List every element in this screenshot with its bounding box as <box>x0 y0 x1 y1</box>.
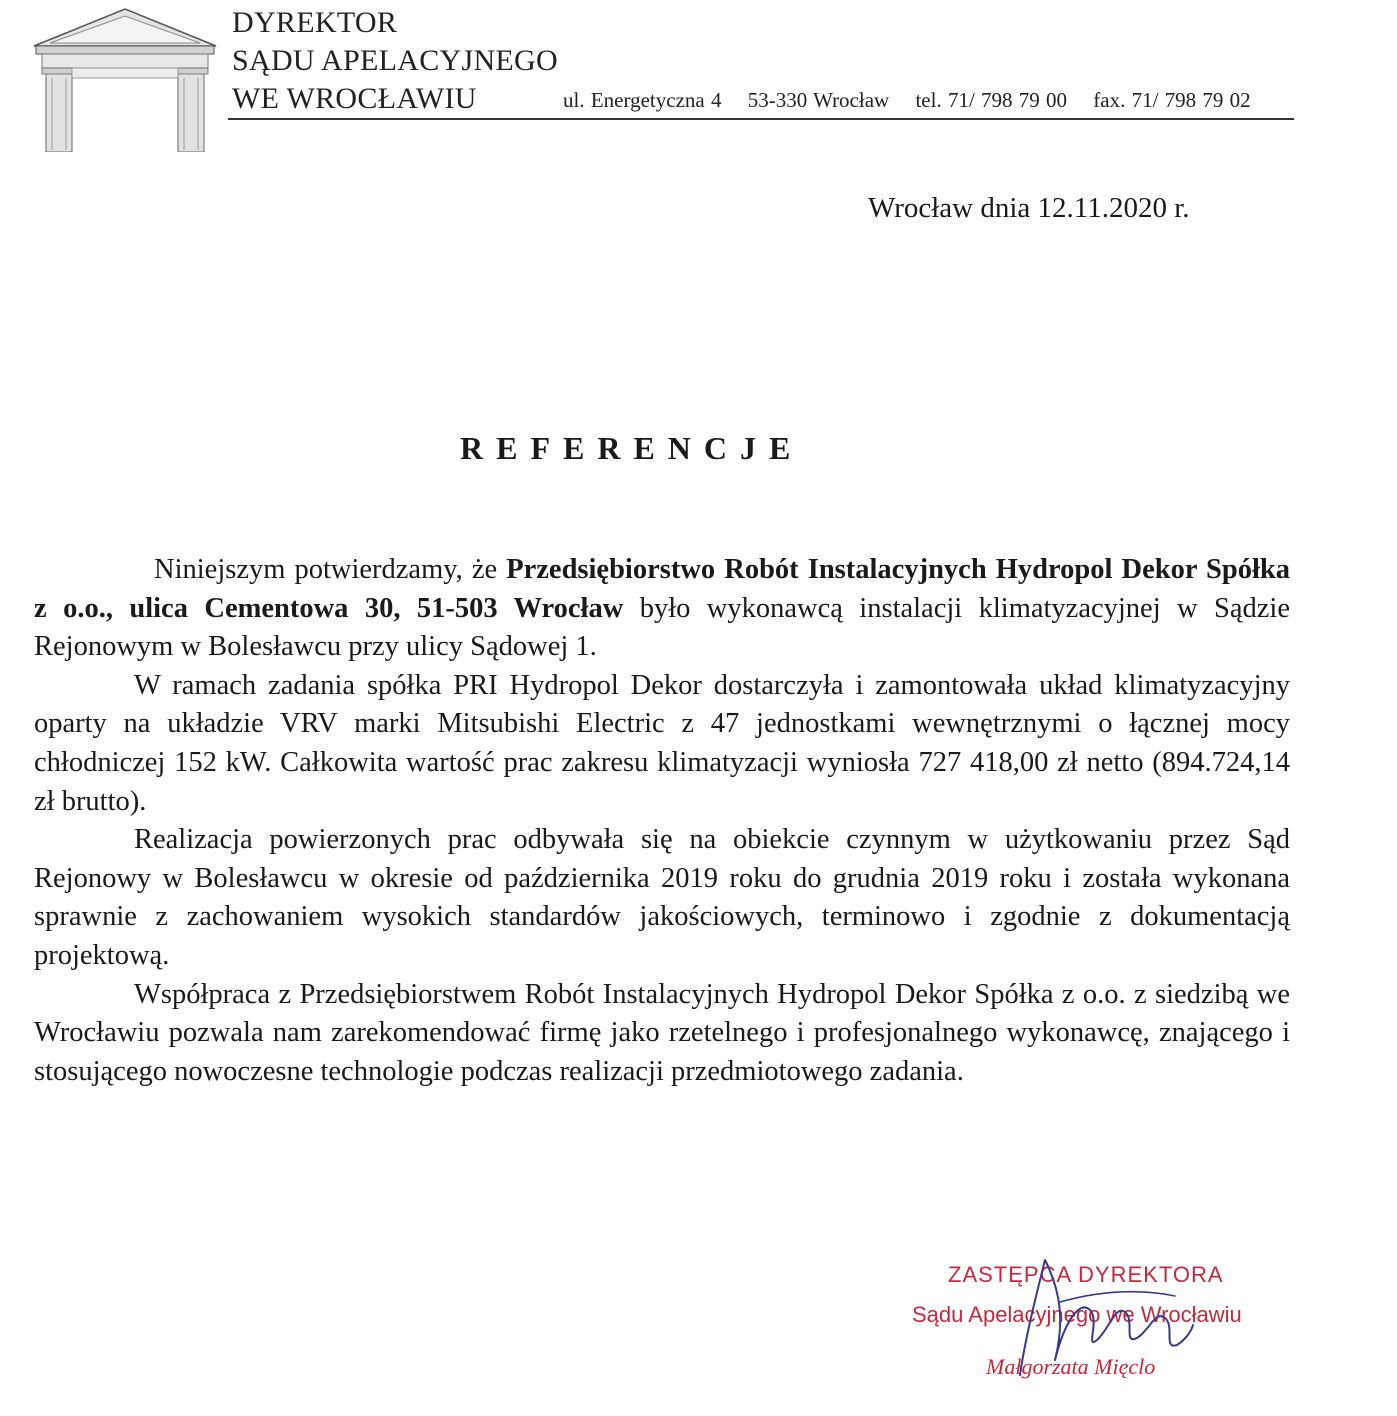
contact-phone: tel. 71/ 798 79 00 <box>915 88 1068 112</box>
paragraph-3: Realizacja powierzonych prac odbywała się na obiekcie czynnym w użytkowaniu przez Sąd Rejonowy w Bolesławcu w okresie od października 2019 roku do grudnia 2019 roku i została wykonana sprawnie z zachowaniem wysokich standardów jakościowych, terminowo i zgodnie z dokumentacją projektową. <box>34 824 1290 971</box>
letter-body <box>34 551 1290 1091</box>
paragraph-1-company: Przedsiębiorstwo Robót Instalacyjnych Hydropol Dekor Spółka z o.o., ulica Cementowa 30, 51-503 Wrocław <box>34 554 1290 624</box>
document-date: Wrocław dnia 12.11.2020 r. <box>868 192 1190 224</box>
issuer-name <box>232 4 558 118</box>
stamp-signatory-name: Małgorzata Mięclo <box>986 1354 1156 1379</box>
paragraph-1 <box>34 551 1290 667</box>
paragraph-1-intro: Niniejszym potwierdzamy, że <box>154 554 507 585</box>
stamp-position: ZASTĘPCA DYREKTORA <box>948 1262 1224 1287</box>
document-title: REFERENCJE <box>460 430 804 466</box>
issuer-name-line-1: DYREKTOR <box>232 6 398 39</box>
issuer-name-line-3: WE WROCŁAWIU <box>232 82 477 115</box>
stamp-institution: Sądu Apelacyjnego we Wrocławiu <box>912 1302 1242 1327</box>
issuer-name-line-2: SĄDU APELACYJNEGO <box>232 44 558 77</box>
paragraph-4: Współpraca z Przedsiębiorstwem Robót Instalacyjnych Hydropol Dekor Spółka z o.o. z siedzibą we Wrocławiu pozwala nam zarekomendować firmę jako rzetelnego i profesjonalnego wykonawcę, znającego i stosującego nowoczesne technologie podczas realizacji przedmiotowego zadania. <box>34 978 1290 1087</box>
handwritten-signature <box>1005 1240 1195 1380</box>
contact-street: ul. Energetyczna 4 <box>563 88 722 112</box>
header-divider <box>228 118 1294 120</box>
paragraph-1-rest: było wykonawcą instalacji klimatyzacyjnej w Sądzie Rejonowym w Bolesławcu przy ulicy Sądowej 1. <box>34 592 1291 663</box>
issuer-contact <box>563 88 1251 113</box>
court-portico-logo <box>32 6 218 152</box>
contact-fax: fax. 71/ 798 79 02 <box>1093 88 1251 112</box>
contact-city: 53-330 Wrocław <box>747 88 890 112</box>
paragraph-2: W ramach zadania spółka PRI Hydropol Dekor dostarczyła i zamontowała układ klimatyzacyjny oparty na układzie VRV marki Mitsubishi Electric z 47 jednostkami wewnętrznymi o łącznej mocy chłodniczej 152 kW. Całkowita wartość prac zakresu klimatyzacji wyniosła 727 418,00 zł netto (894.724,14 zł brutto). <box>34 669 1290 817</box>
